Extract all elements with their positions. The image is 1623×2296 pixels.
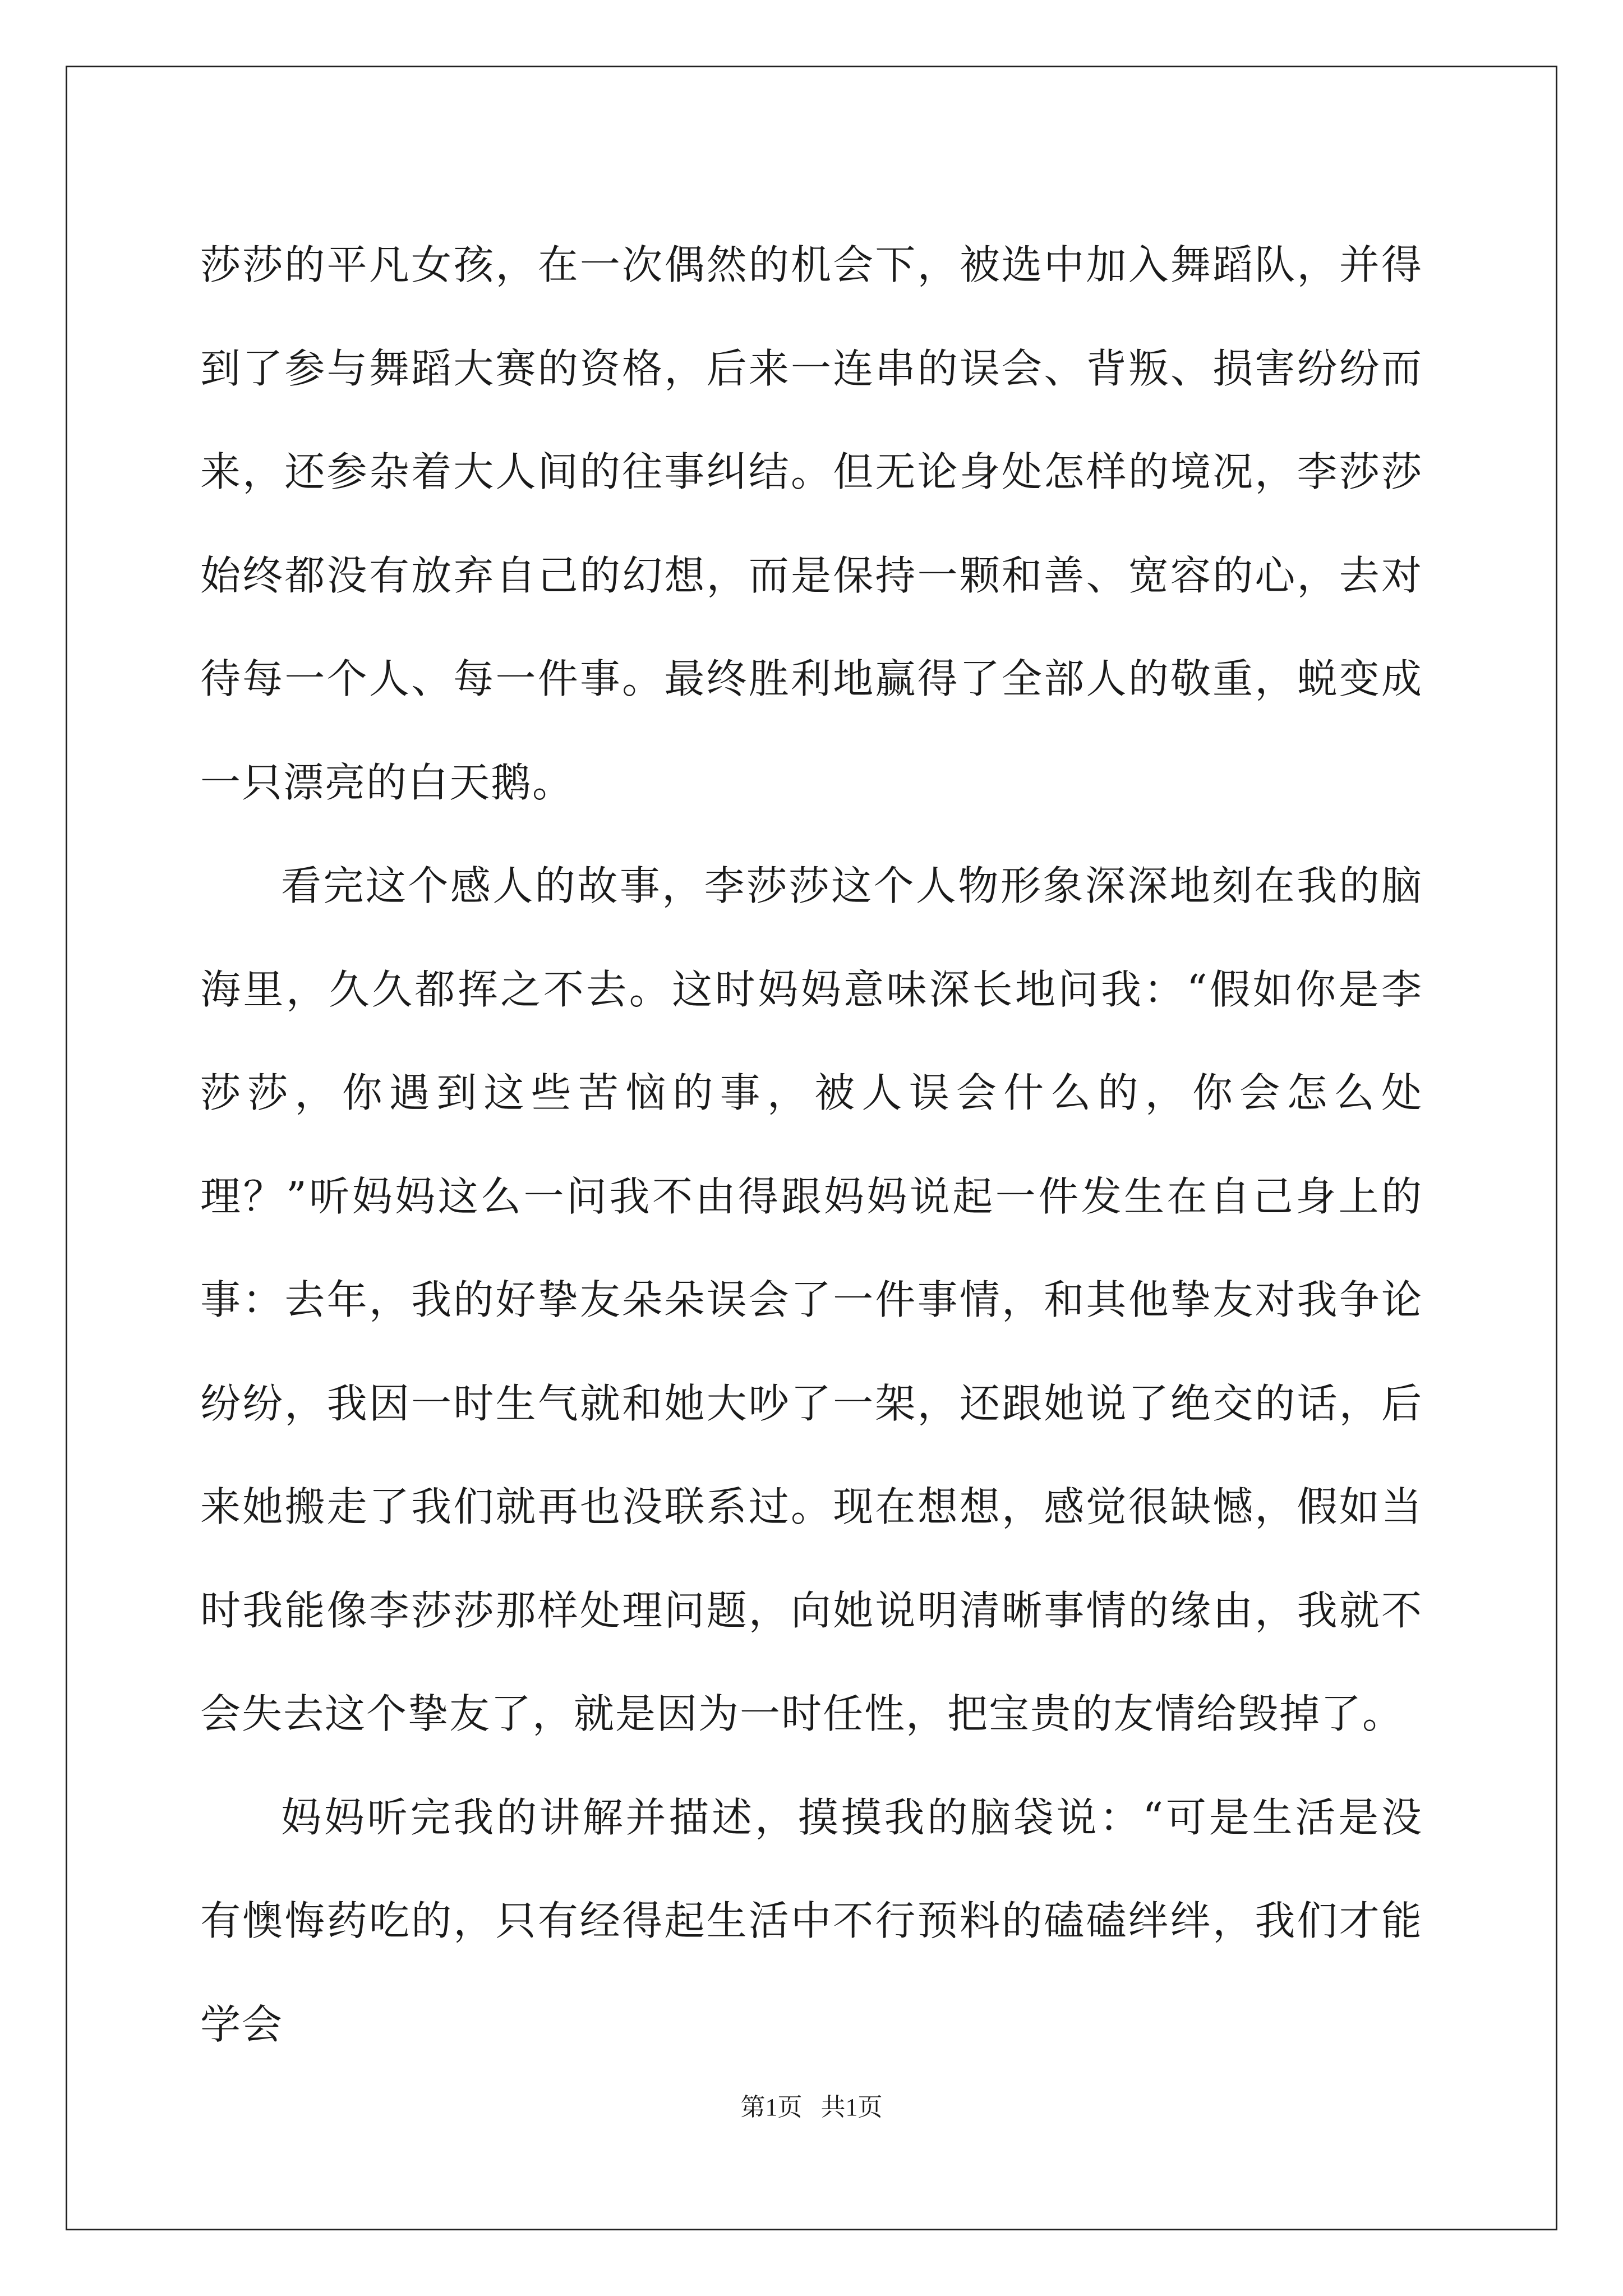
paragraph-3: 妈妈听完我的讲解并描述，摸摸我的脑袋说：“可是生活是没有懊悔药吃的，只有经得起生活中不行预料的磕磕绊绊，我们才能学会 [200, 1793, 1423, 2048]
paragraph-2: 看完这个感人的故事，李莎莎这个人物形象深深地刻在我的脑海里，久久都挥之不去。这时妈妈意味深长地问我：“假如你是李莎莎，你遇到这些苦恼的事，被人误会什么的，你会怎么处理？”听妈妈这么一问我不由得跟妈妈说起一件发生在自己身上的事：去年，我的好挚友朵朵误会了一件事情，和其他挚友对我争论纷纷，我因一时生气就和她大吵了一架，还跟她说了绝交的话，后来她搬走了我们就再也没联系过。现在想想，感觉很缺憾，假如当时我能像李莎莎那样处理问题，向她说明清晰事情的缘由，我就不会失去这个挚友了，就是因为一时任性，把宝贵的友情给毁掉了。 [200, 862, 1423, 1737]
paragraph-1: 莎莎的平凡女孩，在一次偶然的机会下，被选中加入舞蹈队，并得到了参与舞蹈大赛的资格，后来一连串的误会、背叛、损害纷纷而来，还参杂着大人间的往事纠结。但无论身处怎样的境况，李莎莎始终都没有放弃自己的幻想，而是保持一颗和善、宽容的心，去对待每一个人、每一件事。最终胜利地赢得了全部人的敬重，蜕变成一只漂亮的白天鹅。 [200, 241, 1423, 806]
document-body [200, 213, 1423, 2076]
page-footer: 第1页 共1页 [740, 2093, 883, 2121]
